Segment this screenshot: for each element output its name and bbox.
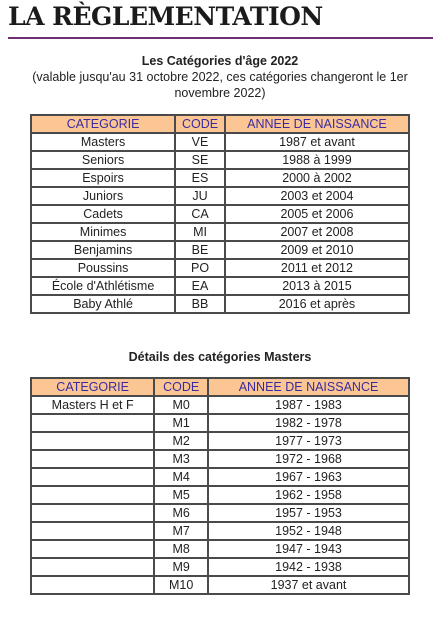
cell-code: M2 bbox=[154, 432, 208, 450]
cell-categorie bbox=[31, 486, 154, 504]
column-header-categorie: CATEGORIE bbox=[31, 378, 154, 396]
cell-categorie: Benjamins bbox=[31, 241, 175, 259]
column-header-annee: ANNEE DE NAISSANCE bbox=[208, 378, 409, 396]
cell-categorie bbox=[31, 504, 154, 522]
cell-code: ES bbox=[175, 169, 225, 187]
column-header-code: CODE bbox=[175, 115, 225, 133]
masters-table bbox=[30, 377, 410, 595]
age-categories-heading: Les Catégories d'âge 2022 bbox=[141, 54, 299, 68]
table-row bbox=[31, 223, 409, 241]
cell-categorie bbox=[31, 558, 154, 576]
cell-annee: 1967 - 1963 bbox=[208, 468, 409, 486]
cell-code: M6 bbox=[154, 504, 208, 522]
cell-annee: 2005 et 2006 bbox=[225, 205, 409, 223]
age-categories-caption bbox=[30, 53, 410, 101]
cell-categorie: Seniors bbox=[31, 151, 175, 169]
cell-code: MI bbox=[175, 223, 225, 241]
table-row bbox=[31, 486, 409, 504]
cell-annee: 1972 - 1968 bbox=[208, 450, 409, 468]
cell-code: CA bbox=[175, 205, 225, 223]
table-row bbox=[31, 187, 409, 205]
masters-heading: Détails des catégories Masters bbox=[128, 350, 312, 364]
table-row bbox=[31, 432, 409, 450]
table-row bbox=[31, 259, 409, 277]
cell-annee: 2003 et 2004 bbox=[225, 187, 409, 205]
cell-annee: 1947 - 1943 bbox=[208, 540, 409, 558]
cell-code: VE bbox=[175, 133, 225, 151]
cell-annee: 1962 - 1958 bbox=[208, 486, 409, 504]
column-header-annee: ANNEE DE NAISSANCE bbox=[225, 115, 409, 133]
cell-categorie: Cadets bbox=[31, 205, 175, 223]
cell-categorie bbox=[31, 450, 154, 468]
cell-categorie: Minimes bbox=[31, 223, 175, 241]
cell-annee: 1957 - 1953 bbox=[208, 504, 409, 522]
cell-code: EA bbox=[175, 277, 225, 295]
cell-categorie: Poussins bbox=[31, 259, 175, 277]
table-row bbox=[31, 169, 409, 187]
age-categories-note: (valable jusqu'au 31 octobre 2022, ces catégories changeront le 1er novembre 2022) bbox=[32, 70, 408, 100]
table-row bbox=[31, 396, 409, 414]
cell-annee: 2013 à 2015 bbox=[225, 277, 409, 295]
cell-code: JU bbox=[175, 187, 225, 205]
cell-categorie: Masters H et F bbox=[31, 396, 154, 414]
table-row bbox=[31, 558, 409, 576]
cell-code: BB bbox=[175, 295, 225, 313]
cell-code: M9 bbox=[154, 558, 208, 576]
cell-annee: 1977 - 1973 bbox=[208, 432, 409, 450]
cell-annee: 1987 - 1983 bbox=[208, 396, 409, 414]
cell-categorie bbox=[31, 540, 154, 558]
table-row bbox=[31, 205, 409, 223]
table-row bbox=[31, 576, 409, 594]
cell-annee: 2009 et 2010 bbox=[225, 241, 409, 259]
cell-code: M10 bbox=[154, 576, 208, 594]
cell-categorie bbox=[31, 522, 154, 540]
cell-categorie: Espoirs bbox=[31, 169, 175, 187]
cell-annee: 2007 et 2008 bbox=[225, 223, 409, 241]
cell-annee: 1982 - 1978 bbox=[208, 414, 409, 432]
masters-caption bbox=[30, 349, 410, 365]
table-row bbox=[31, 540, 409, 558]
cell-code: M1 bbox=[154, 414, 208, 432]
cell-annee: 1942 - 1938 bbox=[208, 558, 409, 576]
cell-annee: 2000 à 2002 bbox=[225, 169, 409, 187]
cell-code: M0 bbox=[154, 396, 208, 414]
cell-code: SE bbox=[175, 151, 225, 169]
table-row bbox=[31, 151, 409, 169]
column-header-categorie: CATEGORIE bbox=[31, 115, 175, 133]
cell-annee: 1988 à 1999 bbox=[225, 151, 409, 169]
column-header-code: CODE bbox=[154, 378, 208, 396]
cell-categorie: Masters bbox=[31, 133, 175, 151]
cell-categorie bbox=[31, 468, 154, 486]
cell-categorie bbox=[31, 414, 154, 432]
cell-categorie: Juniors bbox=[31, 187, 175, 205]
table-row bbox=[31, 504, 409, 522]
table-row bbox=[31, 414, 409, 432]
table-row bbox=[31, 277, 409, 295]
cell-code: M5 bbox=[154, 486, 208, 504]
cell-categorie bbox=[31, 576, 154, 594]
table-row bbox=[31, 450, 409, 468]
cell-code: M3 bbox=[154, 450, 208, 468]
cell-code: M7 bbox=[154, 522, 208, 540]
cell-code: M8 bbox=[154, 540, 208, 558]
cell-annee: 1987 et avant bbox=[225, 133, 409, 151]
table-row bbox=[31, 133, 409, 151]
cell-annee: 1952 - 1948 bbox=[208, 522, 409, 540]
table-row bbox=[31, 468, 409, 486]
table-row bbox=[31, 295, 409, 313]
cell-code: PO bbox=[175, 259, 225, 277]
table-header-row bbox=[31, 115, 409, 133]
table-row bbox=[31, 241, 409, 259]
cell-annee: 2016 et après bbox=[225, 295, 409, 313]
table-row bbox=[31, 522, 409, 540]
cell-categorie: École d'Athlétisme bbox=[31, 277, 175, 295]
page-title: LA RÈGLEMENTATION bbox=[8, 2, 323, 31]
cell-annee: 1937 et avant bbox=[208, 576, 409, 594]
age-categories-table bbox=[30, 114, 410, 314]
cell-categorie bbox=[31, 432, 154, 450]
cell-annee: 2011 et 2012 bbox=[225, 259, 409, 277]
cell-categorie: Baby Athlé bbox=[31, 295, 175, 313]
cell-code: M4 bbox=[154, 468, 208, 486]
table-header-row bbox=[31, 378, 409, 396]
title-divider bbox=[8, 37, 433, 39]
cell-code: BE bbox=[175, 241, 225, 259]
